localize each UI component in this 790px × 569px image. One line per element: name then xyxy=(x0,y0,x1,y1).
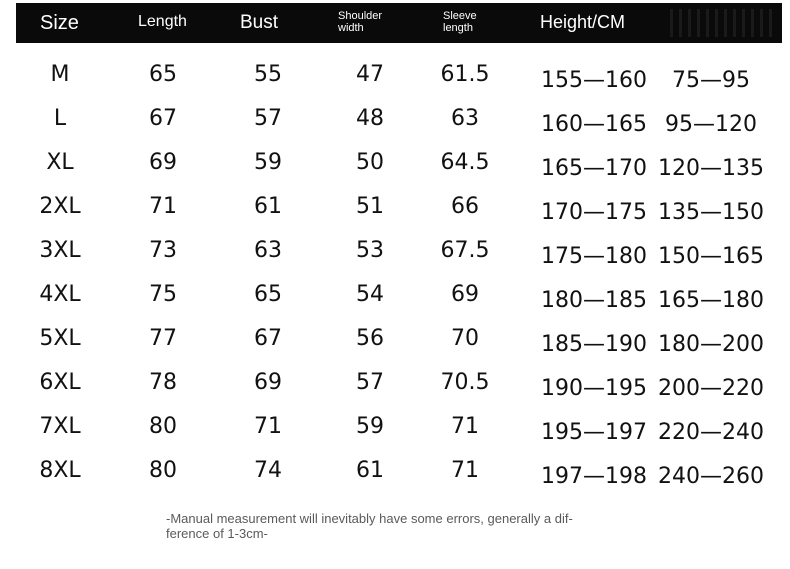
cell-weight: 180—200 xyxy=(658,332,764,357)
cell-bust: 57 xyxy=(254,106,282,131)
cell-height: 190—195 xyxy=(541,376,647,401)
cell-height: 180—185 xyxy=(541,288,647,313)
table-row xyxy=(0,106,790,150)
header-height-cm: Height/CM xyxy=(540,12,626,32)
cell-sleeve-length: 64.5 xyxy=(440,150,490,175)
table-row xyxy=(0,414,790,458)
cell-height: 155—160 xyxy=(541,68,647,93)
table-row xyxy=(0,326,790,370)
table-row xyxy=(0,458,790,502)
cell-weight: 220—240 xyxy=(658,420,764,445)
note-line-1: -Manual measurement will inevitably have some errors, generally a dif- xyxy=(166,511,573,526)
cell-height: 197—198 xyxy=(541,464,647,489)
header-shoulder-line1: Shoulder xyxy=(338,10,383,22)
cell-bust: 63 xyxy=(254,238,282,263)
cell-size: 2XL xyxy=(39,194,81,219)
cell-shoulder-width: 53 xyxy=(356,238,384,263)
cell-height: 165—170 xyxy=(541,156,647,181)
cell-length: 80 xyxy=(149,458,177,483)
cell-size: 6XL xyxy=(39,370,81,395)
cell-shoulder-width: 50 xyxy=(356,150,384,175)
cell-size: 7XL xyxy=(39,414,81,439)
cell-length: 78 xyxy=(149,370,177,395)
cell-weight: 240—260 xyxy=(658,464,764,489)
cell-weight: 120—135 xyxy=(658,156,764,181)
cell-height: 170—175 xyxy=(541,200,647,225)
cell-size: 4XL xyxy=(39,282,81,307)
cell-sleeve-length: 66 xyxy=(451,194,479,219)
cell-bust: 55 xyxy=(254,62,282,87)
cell-sleeve-length: 71 xyxy=(451,414,479,439)
table-row xyxy=(0,62,790,106)
cell-weight: 135—150 xyxy=(658,200,764,225)
cell-bust: 59 xyxy=(254,150,282,175)
cell-shoulder-width: 54 xyxy=(356,282,384,307)
cell-shoulder-width: 59 xyxy=(356,414,384,439)
cell-size: 8XL xyxy=(39,458,81,483)
cell-shoulder-width: 47 xyxy=(356,62,384,87)
cell-height: 185—190 xyxy=(541,332,647,357)
cell-height: 160—165 xyxy=(541,112,647,137)
cell-bust: 74 xyxy=(254,458,282,483)
cell-length: 77 xyxy=(149,326,177,351)
cell-bust: 71 xyxy=(254,414,282,439)
header-bust: Bust xyxy=(240,12,279,33)
cell-shoulder-width: 56 xyxy=(356,326,384,351)
cell-size: L xyxy=(53,106,67,131)
table-row xyxy=(0,370,790,414)
header-size: Size xyxy=(40,12,79,34)
cell-shoulder-width: 57 xyxy=(356,370,384,395)
cell-weight: 95—120 xyxy=(665,112,757,137)
cell-weight: 165—180 xyxy=(658,288,764,313)
cell-size: XL xyxy=(46,150,74,175)
header-shoulder-line2: width xyxy=(338,22,364,34)
cell-shoulder-width: 48 xyxy=(356,106,384,131)
cell-sleeve-length: 69 xyxy=(451,282,479,307)
measurement-note xyxy=(166,511,636,541)
table-row xyxy=(0,282,790,326)
cell-length: 65 xyxy=(149,62,177,87)
cell-sleeve-length: 71 xyxy=(451,458,479,483)
cell-height: 175—180 xyxy=(541,244,647,269)
cell-sleeve-length: 63 xyxy=(451,106,479,131)
cell-bust: 61 xyxy=(254,194,282,219)
cell-shoulder-width: 51 xyxy=(356,194,384,219)
note-line-2: ference of 1-3cm- xyxy=(166,526,268,541)
cell-length: 69 xyxy=(149,150,177,175)
table-row xyxy=(0,238,790,282)
header-length: Length xyxy=(138,13,187,30)
cell-length: 73 xyxy=(149,238,177,263)
cell-sleeve-length: 67.5 xyxy=(440,238,490,263)
table-row xyxy=(0,150,790,194)
cell-length: 71 xyxy=(149,194,177,219)
cell-size: 5XL xyxy=(39,326,81,351)
cell-bust: 69 xyxy=(254,370,282,395)
cell-length: 67 xyxy=(149,106,177,131)
cell-shoulder-width: 61 xyxy=(356,458,384,483)
header-sleeve-line1: Sleeve xyxy=(443,10,477,22)
cell-sleeve-length: 70.5 xyxy=(440,370,490,395)
cell-bust: 67 xyxy=(254,326,282,351)
cell-size: M xyxy=(50,62,70,87)
cell-bust: 65 xyxy=(254,282,282,307)
cell-weight: 150—165 xyxy=(658,244,764,269)
cell-sleeve-length: 61.5 xyxy=(440,62,490,87)
cell-weight: 200—220 xyxy=(658,376,764,401)
header-sleeve-line2: length xyxy=(443,22,473,34)
table-row xyxy=(0,194,790,238)
cell-weight: 75—95 xyxy=(672,68,750,93)
cell-size: 3XL xyxy=(39,238,81,263)
cell-height: 195—197 xyxy=(541,420,647,445)
cell-length: 80 xyxy=(149,414,177,439)
cell-sleeve-length: 70 xyxy=(451,326,479,351)
cell-length: 75 xyxy=(149,282,177,307)
